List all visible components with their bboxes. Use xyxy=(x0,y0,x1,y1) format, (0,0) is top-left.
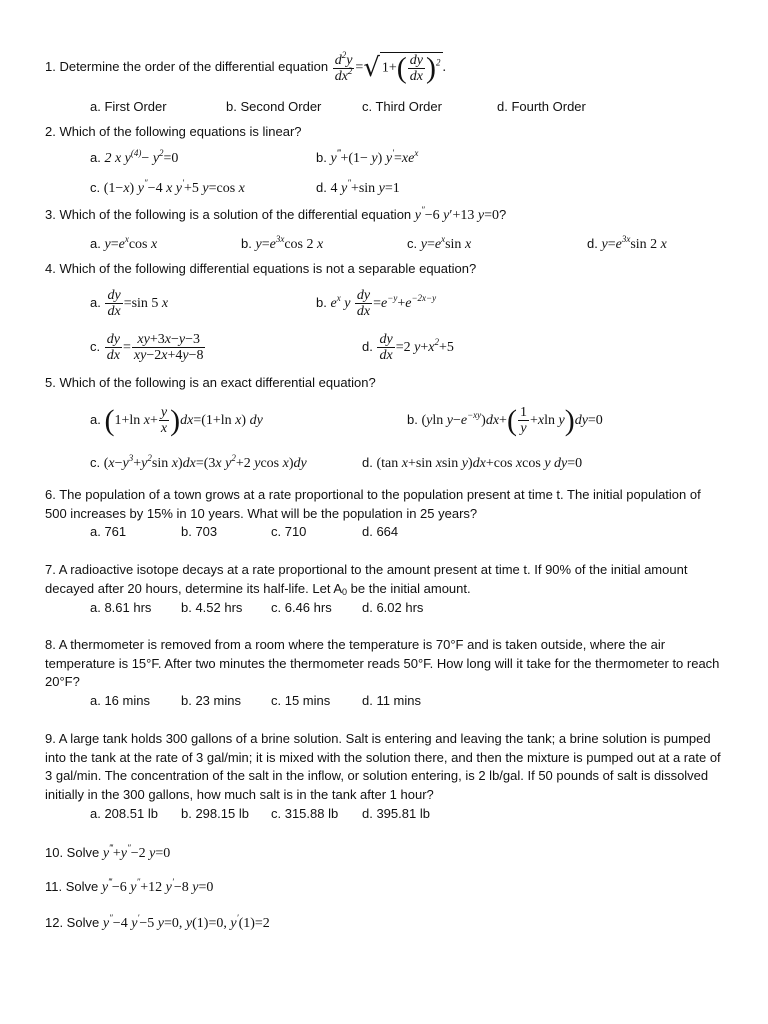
q5-option-a-label: a. xyxy=(90,412,101,427)
q2-option-a[interactable]: a. 2 x $y^{(4)}- y^2=0$ xyxy=(90,148,179,166)
question-11 xyxy=(45,879,213,896)
q5-option-b-label: b. xyxy=(407,412,418,427)
question-2-text: 2. Which of the following equations is linear? xyxy=(45,124,302,139)
q6-option-b[interactable]: b. 703 xyxy=(181,524,218,539)
question-1 xyxy=(45,49,447,85)
q7-option-c[interactable]: c. 6.46 hrs xyxy=(271,600,332,615)
question-7-subscript: 0 xyxy=(342,586,348,597)
question-9-text: 9. A large tank holds 300 gallons of a brine solution. Salt is entering and leaving the tank; a brine solution is pumped into the tank at the rate of 3 gal/min; it is mixed with the solution there, and then the mixture is pumped out at a rate of 3 gal/min. The concentration of the salt in the inflow, or solution entering, is 2 lb/gal. If 50 pounds of salt is dissolved initially in the 300 gallons, how much salt is in the tank after 1 hour? xyxy=(45,731,721,802)
q2-option-c[interactable]: c. (1−x) y″−4 x y′+5 y=cos x xyxy=(90,178,245,196)
question-10-text: 10. Solve xyxy=(45,845,100,860)
q3-option-b[interactable]: b. $y=e^{3x}\cos$ 2 x xyxy=(241,234,324,252)
question-12-text: 12. Solve xyxy=(45,915,100,930)
q1-option-b[interactable]: b. Second Order xyxy=(226,99,322,114)
question-3-text: 3. Which of the following is a solution of the differential equation xyxy=(45,207,412,222)
question-4-text: 4. Which of the following differential equations is not a separable equation? xyxy=(45,261,477,276)
question-5-text: 5. Which of the following is an exact differential equation? xyxy=(45,375,376,390)
q4-option-d[interactable]: d. $\frac{dy}{dx}$ =2 $y+x^2+5$ xyxy=(362,332,454,364)
q1-option-a[interactable]: a. First Order xyxy=(90,99,167,114)
q1-option-c[interactable]: c. Third Order xyxy=(362,99,442,114)
q7-option-d[interactable]: d. 6.02 hrs xyxy=(362,600,424,615)
q2-option-c-label: c. xyxy=(90,180,101,195)
q8-option-b[interactable]: b. 23 mins xyxy=(181,693,241,708)
question-12 xyxy=(45,915,270,932)
q8-option-c[interactable]: c. 15 mins xyxy=(271,693,331,708)
question-6-text: 6. The population of a town grows at a rate proportional to the population present at time t. The initial population of 500 increases by 15% in 10 years. What will be the population in 25 years? xyxy=(45,487,701,521)
q8-option-d[interactable]: d. 11 mins xyxy=(362,693,422,708)
q7-option-b[interactable]: b. 4.52 hrs xyxy=(181,600,243,615)
question-1-equation: $\frac{d^2y}{dx^2}$ =√ 1+( $\frac{dy}{dx}$ )$^2$ . xyxy=(334,49,447,85)
q5-option-b[interactable]: b. (yln $y-e^{-xy})dx+$( $\frac{1}{y}$ +xln y)dy=0 xyxy=(407,403,603,437)
q2-option-a-label: a. xyxy=(90,150,101,165)
q2-option-d-label: d. xyxy=(316,180,327,195)
q3-option-c[interactable]: c. $y=e^x\sin$ x xyxy=(407,234,472,252)
question-7 xyxy=(45,561,725,598)
question-7-text: 7. A radioactive isotope decays at a rate proportional to the amount present at time t. If 90% of the initial amount decayed after 20 hours, determine its half-life. Let A xyxy=(45,562,688,596)
question-11-equation: y‴−6 y″+12 y′−8 y=0 xyxy=(101,877,214,895)
q9-option-d[interactable]: d. 395.81 lb xyxy=(362,806,430,821)
q2-option-d[interactable]: d. 4 y″+sin y=1 xyxy=(316,178,400,196)
q3-option-a-label: a. xyxy=(90,236,101,251)
question-8-text: 8. A thermometer is removed from a room where the temperature is 70°F and is taken outside, where the air temperature is 15°F. After two minutes the thermometer reads 50°F. How long will it take for the thermometer to reach 20°F? xyxy=(45,637,720,689)
q7-option-a[interactable]: a. 8.61 hrs xyxy=(90,600,152,615)
q2-option-b[interactable]: b. y‴+(1− y) $y'=xe^x$ xyxy=(316,148,419,166)
q6-option-c[interactable]: c. 710 xyxy=(271,524,307,539)
q5-option-c-label: c. xyxy=(90,455,101,470)
q4-option-a[interactable]: a. $\frac{dy}{dx}$ =sin 5 x xyxy=(90,288,169,320)
q9-option-a[interactable]: a. 208.51 lb xyxy=(90,806,158,821)
q3-option-b-label: b. xyxy=(241,236,252,251)
q8-option-a[interactable]: a. 16 mins xyxy=(90,693,150,708)
q2-option-b-label: b. xyxy=(316,150,327,165)
q4-option-c[interactable]: c. $\frac{dy}{dx}$ = $\frac{xy+3x-y-3}{xy-2x+4y-8}$ xyxy=(90,332,204,364)
question-10 xyxy=(45,845,170,862)
q9-option-c[interactable]: c. 315.88 lb xyxy=(271,806,339,821)
q5-option-d-label: d. xyxy=(362,455,373,470)
q6-option-d[interactable]: d. 664 xyxy=(362,524,399,539)
q9-option-b[interactable]: b. 298.15 lb xyxy=(181,806,249,821)
q5-option-c[interactable]: c. ($x-y^3+y^2\sin$ x)dx=(3x $y^2+2$ ycos x)dy xyxy=(90,453,307,471)
question-12-equation: y″−4 y′−5 y=0, y(1)=0, y′(1)=2 xyxy=(102,913,270,931)
q3-option-d[interactable]: d. $y=e^{3x}\sin$ 2 x xyxy=(587,234,667,252)
q5-option-d[interactable]: d. (tan x+sin xsin y)dx+cos xcos y dy=0 xyxy=(362,455,583,471)
question-1-text: 1. Determine the order of the differential equation xyxy=(45,59,329,75)
question-10-equation: y‴+y″−2 y=0 xyxy=(102,843,171,861)
q5-option-a[interactable]: a. (1+ln x+ $\frac{y}{x}$ )dx=(1+ln x) dy xyxy=(90,403,263,437)
q4-option-a-label: a. xyxy=(90,295,101,310)
q4-option-d-label: d. xyxy=(362,339,373,354)
question-11-text: 11. Solve xyxy=(45,879,99,894)
q3-option-c-label: c. xyxy=(407,236,418,251)
question-7-text-end: be the initial amount. xyxy=(347,580,471,596)
q3-option-a[interactable]: a. $y=e^x\cos$ x xyxy=(90,234,158,252)
question-3: 3. Which of the following is a solution of the differential equation y″−6 y′+13 y=0? xyxy=(45,205,507,223)
q4-option-b-label: b. xyxy=(316,295,327,310)
q1-option-d[interactable]: d. Fourth Order xyxy=(497,99,586,114)
q4-option-c-label: c. xyxy=(90,339,101,354)
q6-option-a[interactable]: a. 761 xyxy=(90,524,127,539)
q3-option-d-label: d. xyxy=(587,236,598,251)
q4-option-b[interactable]: b. $e^x$ y $\frac{dy}{dx}$ $=e^{-y}+e^{-2x-y}$ xyxy=(316,288,437,320)
